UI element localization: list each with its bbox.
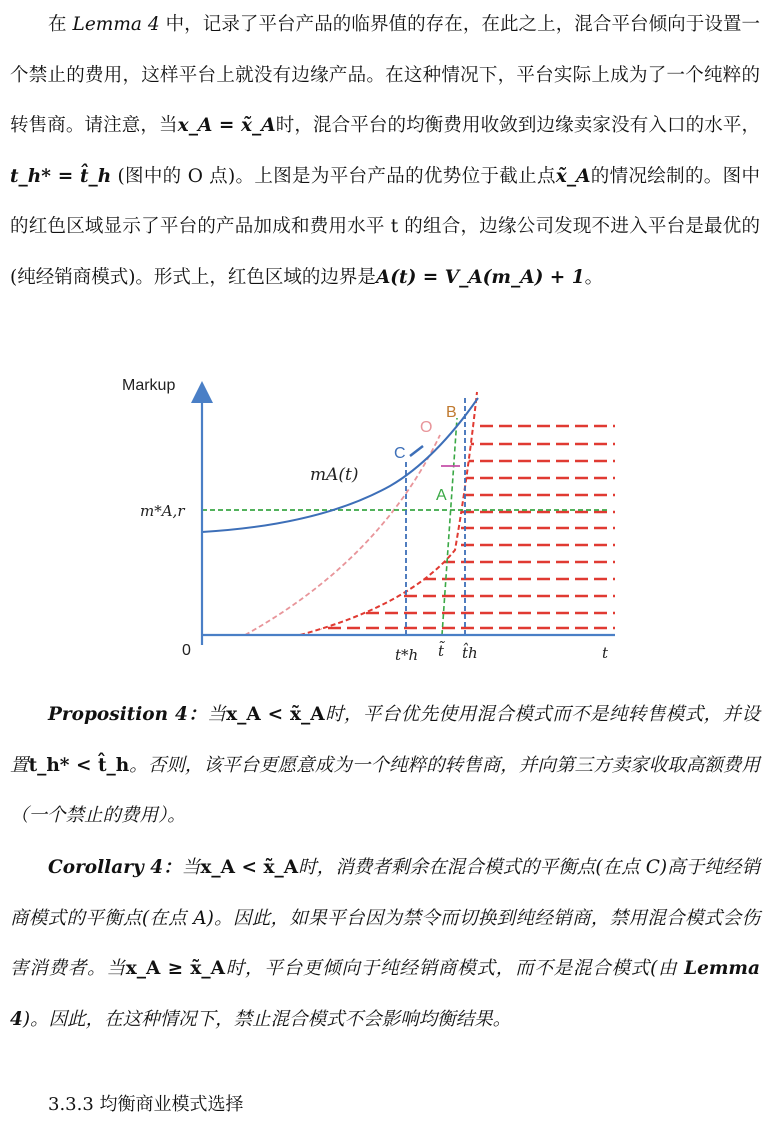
- point-O-label: O: [420, 419, 433, 436]
- point-A-label: A: [436, 487, 447, 504]
- math-xA-equals-xtilde: x_A = x̃_A: [177, 115, 276, 136]
- text-run: 。否则，该平台更愿意成为一个纯粹的转售商，并向第三方卖家收取高额费用（一个禁止的费用）。: [10, 754, 760, 826]
- text-run: 的情况绘制的。图中的红色区域显示了平台的产品加成和费用水平 t 的组合，边缘公司发现不进入平台是最优的(纯经销商模式)。形式上，红色区域的边界是: [10, 165, 760, 288]
- math-inequality-fee: t_h* < t̂_h: [28, 754, 130, 776]
- text-run: 时，平台更倾向于纯经销商模式，而不是混合模式(由: [224, 958, 685, 979]
- x-axis-label: t: [602, 644, 609, 662]
- text-run: )。因此，在这种情况下，禁止混合模式不会影响均衡结果。: [22, 1008, 512, 1030]
- point-B-label: B: [446, 404, 457, 421]
- text-run: 中，记录了平台产品的临界值的存在，在此之上，混合平台倾向于设置一个禁止的费用，这样平台上就没有边缘产品。在这种情况下，平台实际上成为了一个纯粹的转售商。请注意，当: [10, 14, 760, 136]
- curve-label: mA(t): [310, 465, 359, 485]
- lemma-ref: Lemma 4: [10, 958, 760, 1030]
- math-xtilde: x̃_A: [555, 165, 591, 187]
- text-run: 当: [181, 857, 201, 878]
- tick-t-tilde: t̃: [438, 642, 445, 660]
- green-vertical-line: [442, 418, 457, 635]
- proposition-title: Proposition 4：: [48, 704, 208, 725]
- corollary-paragraph: [10, 843, 760, 1045]
- math-inequality: x_A < x̃_A: [226, 704, 325, 725]
- text-run: 时，平台优先使用混合模式而不是纯转售模式，并设置: [10, 704, 760, 776]
- point-C-marker: [410, 446, 423, 456]
- tick-t-hat: t̂h: [462, 644, 478, 662]
- red-region: [290, 426, 615, 628]
- section-heading: 3.3.3 均衡商业模式选择: [48, 1094, 244, 1115]
- text-run: 。: [584, 266, 604, 288]
- text-run: 当: [207, 704, 227, 725]
- text-run: 时，消费者剩余在混合模式的平衡点(在点 C)高于纯经销商模式的平衡点(在点 A)。因此，如果平台因为禁令而切换到纯经销商，禁用混合模式会伤害消费者。当: [10, 857, 760, 979]
- text-run: (图中的 O 点)。上图是为平台产品的优势位于截止点: [111, 165, 556, 187]
- tick-th-star: t*h: [395, 646, 419, 664]
- m-star-label: m*A,r: [140, 502, 185, 520]
- y-axis-label: Markup: [122, 377, 176, 394]
- intro-paragraph: [10, 0, 760, 303]
- math-inequality-ge: x_A ≥ x̃_A: [125, 958, 225, 979]
- math-inequality: x_A < x̃_A: [200, 857, 299, 878]
- text-run: 在: [48, 14, 73, 35]
- corollary-title: Corollary 4：: [48, 857, 182, 878]
- proposition-paragraph: [10, 690, 760, 842]
- origin-label: 0: [182, 642, 191, 659]
- math-boundary-equation: A(t) = V_A(m_A) + 1: [375, 266, 585, 288]
- point-C-label: C: [394, 445, 406, 462]
- lemma-ref: Lemma 4: [72, 14, 160, 35]
- math-th-star-equals-that: t_h* = t̂_h: [10, 165, 112, 187]
- text-run: 时，混合平台的均衡费用收敛到边缘卖家没有入口的水平，: [275, 115, 760, 136]
- markup-fee-figure: [90, 360, 630, 675]
